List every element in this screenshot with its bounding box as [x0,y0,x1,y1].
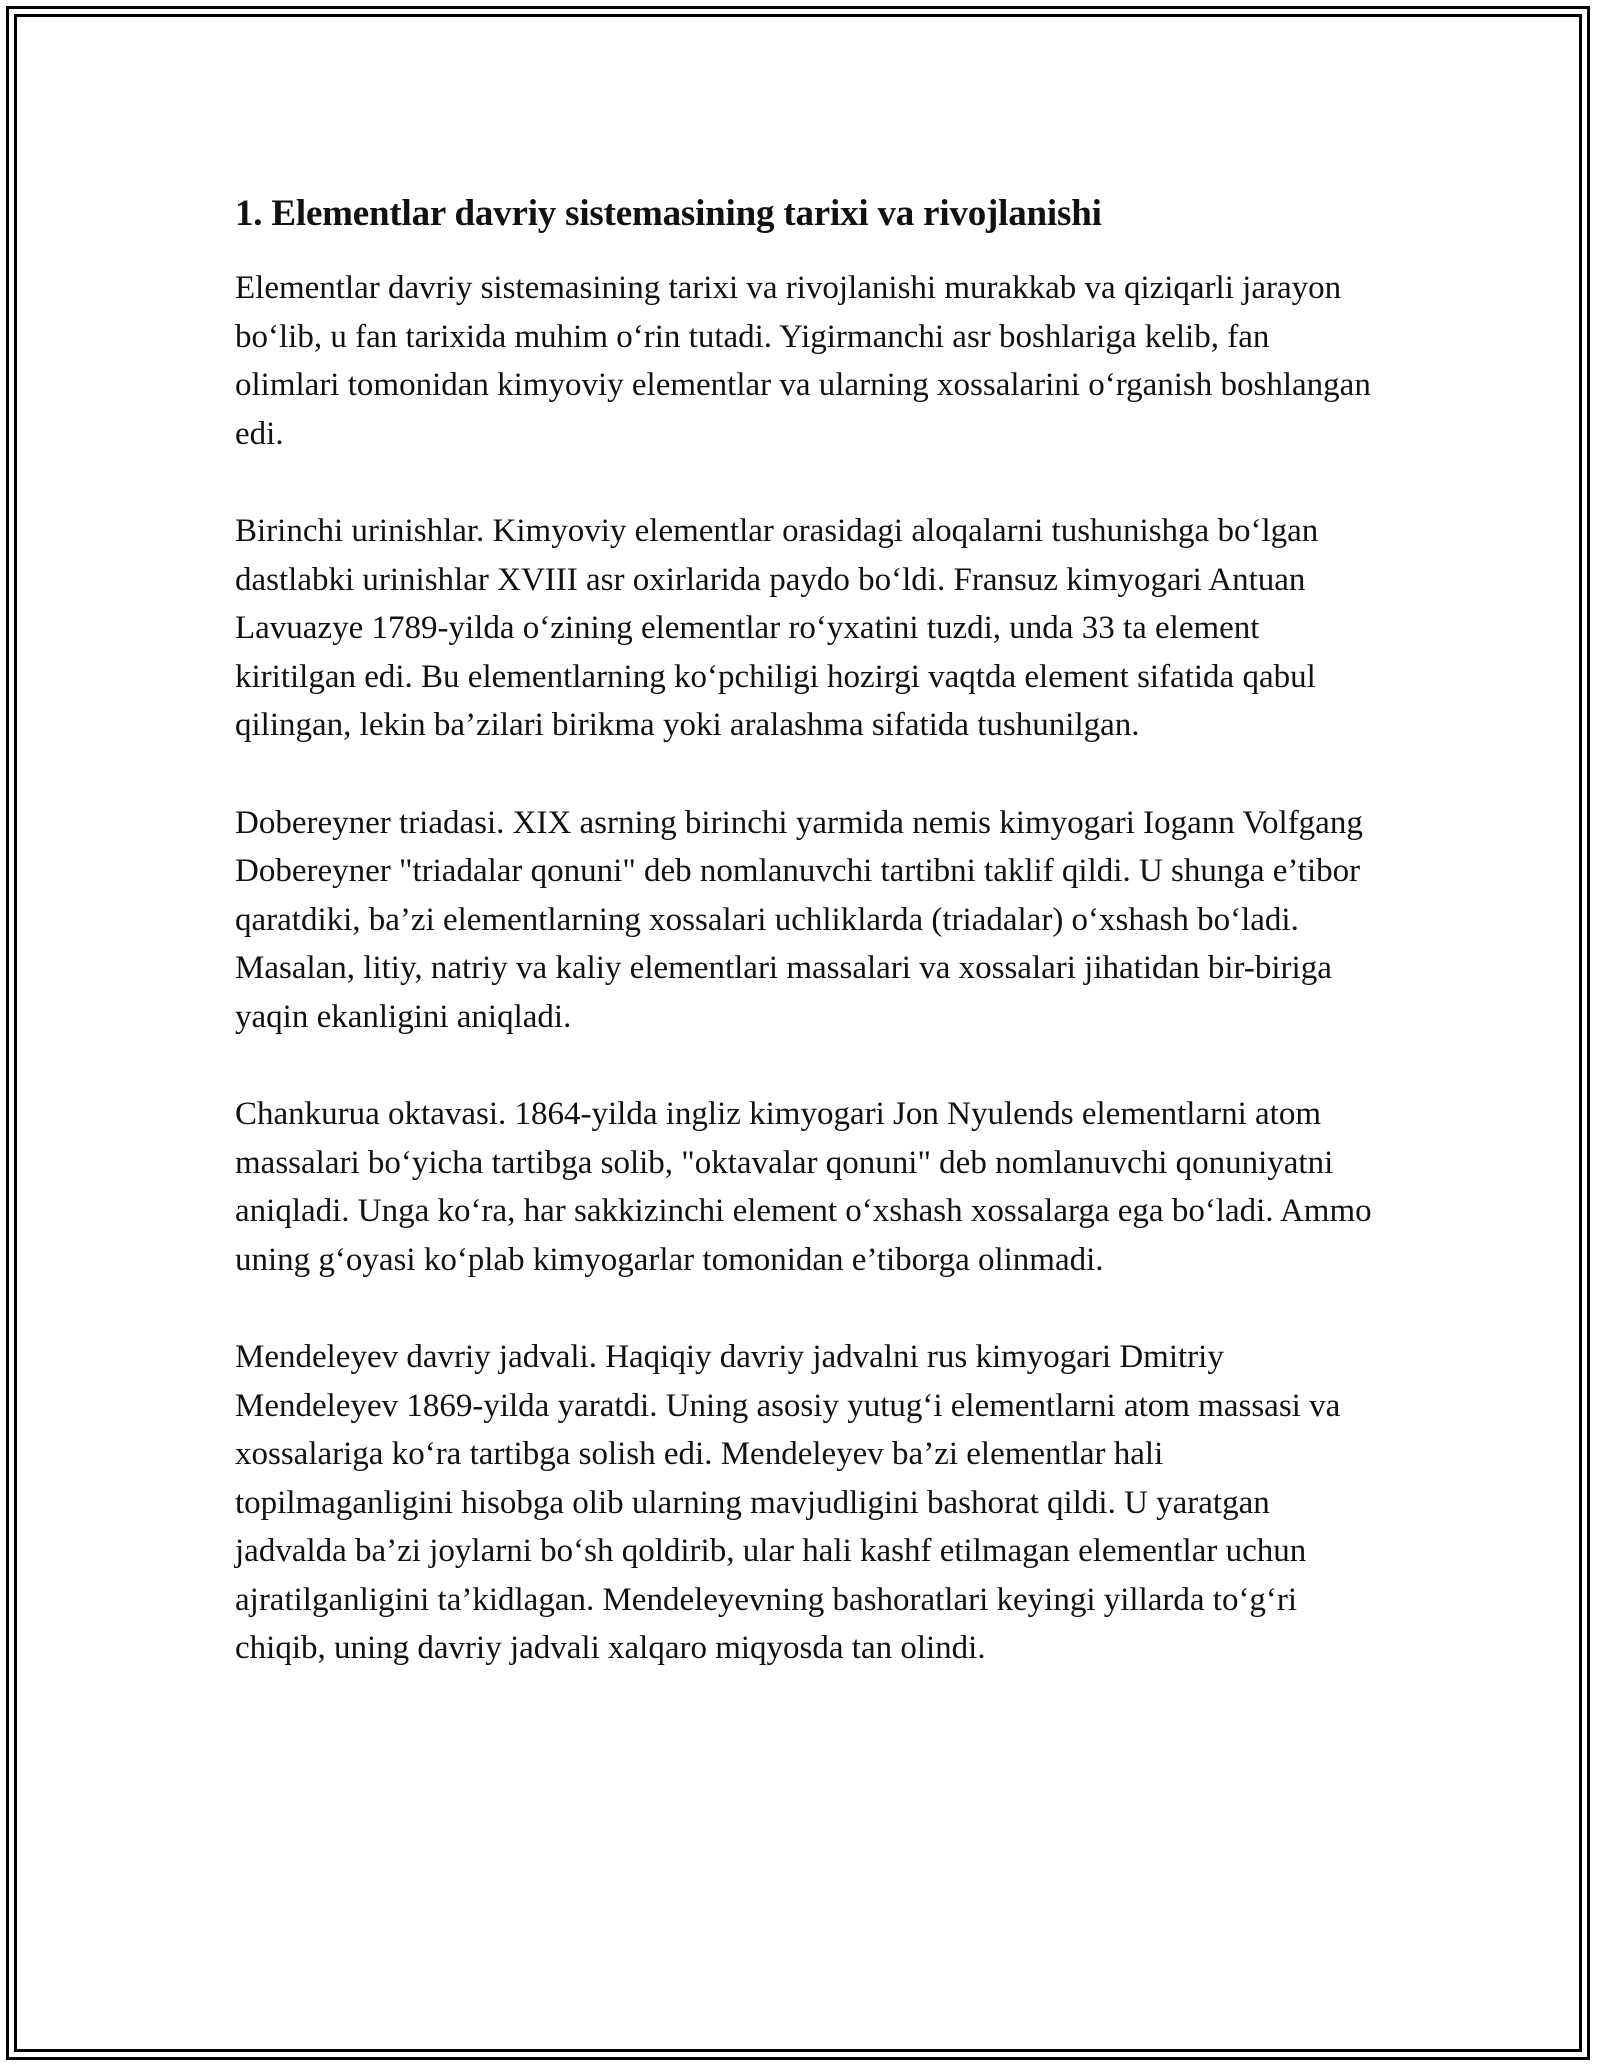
paragraph-intro: Elementlar davriy sistemasining tarixi va rivojlanishi murakkab va qiziqarli jarayon bo‘lib, u fan tarixida muhim o‘rin tutadi. Yigirmanchi asr boshlariga kelib, fan olimlari tomonidan kimyoviy elementlar va ularning xossalarini o‘rganish boshlangan edi. [235,270,1371,452]
paragraph-newlands-octaves: Chankurua oktavasi. 1864-yilda ingliz kimyogari Jon Nyulends elementlarni atom massalari bo‘yicha tartibga solib, "oktavalar qonuni" deb nomlanuvchi qonuniyatni aniqladi. Unga ko‘ra, har sakkizinchi element o‘xshash xossalarga ega bo‘ladi. Ammo uning g‘oyasi ko‘plab kimyogarlar tomonidan e’tiborga olinmadi. [235,1096,1372,1278]
paragraph-first-attempts: Birinchi urinishlar. Kimyoviy elementlar orasidagi aloqalarni tushunishga bo‘lgan dastlabki urinishlar XVIII asr oxirlarida paydo bo‘ldi. Fransuz kimyogari Antuan Lavuazye 1789-yilda o‘zining elementlar ro‘yxatini tuzdi, unda 33 ta element kiritilgan edi. Bu elementlarning ko‘pchiligi hozirgi vaqtda element sifatida qabul qilingan, lekin ba’zilari birikma yoki aralashma sifatida tushunilgan. [235,513,1319,743]
paragraph-mendeleev-table: Mendeleyev davriy jadvali. Haqiqiy davriy jadvalni rus kimyogari Dmitriy Mendeleyev 1869-yilda yaratdi. Uning asosiy yutug‘i elementlarni atom massasi va xossalariga ko‘ra tartibga solish edi. Mendeleyev ba’zi elementlar hali topilmaganligini hisobga olib ularning mavjudligini bashorat qildi. U yaratgan jadvalda ba’zi joylarni bo‘sh qoldirib, ular hali kashf etilmagan elementlar uchun ajratilganligini ta’kidlagan. Mendeleyevning bashoratlari keyingi yillarda to‘g‘ri chiqib, uning davriy jadvali xalqaro miqyosda tan olindi. [235,1339,1341,1666]
paragraph-dobereiner-triads: Dobereyner triadasi. XIX asrning birinchi yarmida nemis kimyogari Iogann Volfgang Dobereyner "triadalar qonuni" deb nomlanuvchi tartibni taklif qildi. U shunga e’tibor qaratdiki, ba’zi elementlarning xossalari uchliklarda (triadalar) o‘xshash bo‘ladi. Masalan, litiy, natriy va kaliy elementlari massalari va xossalari jihatidan bir-biriga yaqin ekanligini aniqladi. [235,804,1363,1035]
document-body [235,186,1375,1673]
section-heading: 1. Elementlar davriy sistemasining tarixi va rivojlanishi [235,193,1102,234]
